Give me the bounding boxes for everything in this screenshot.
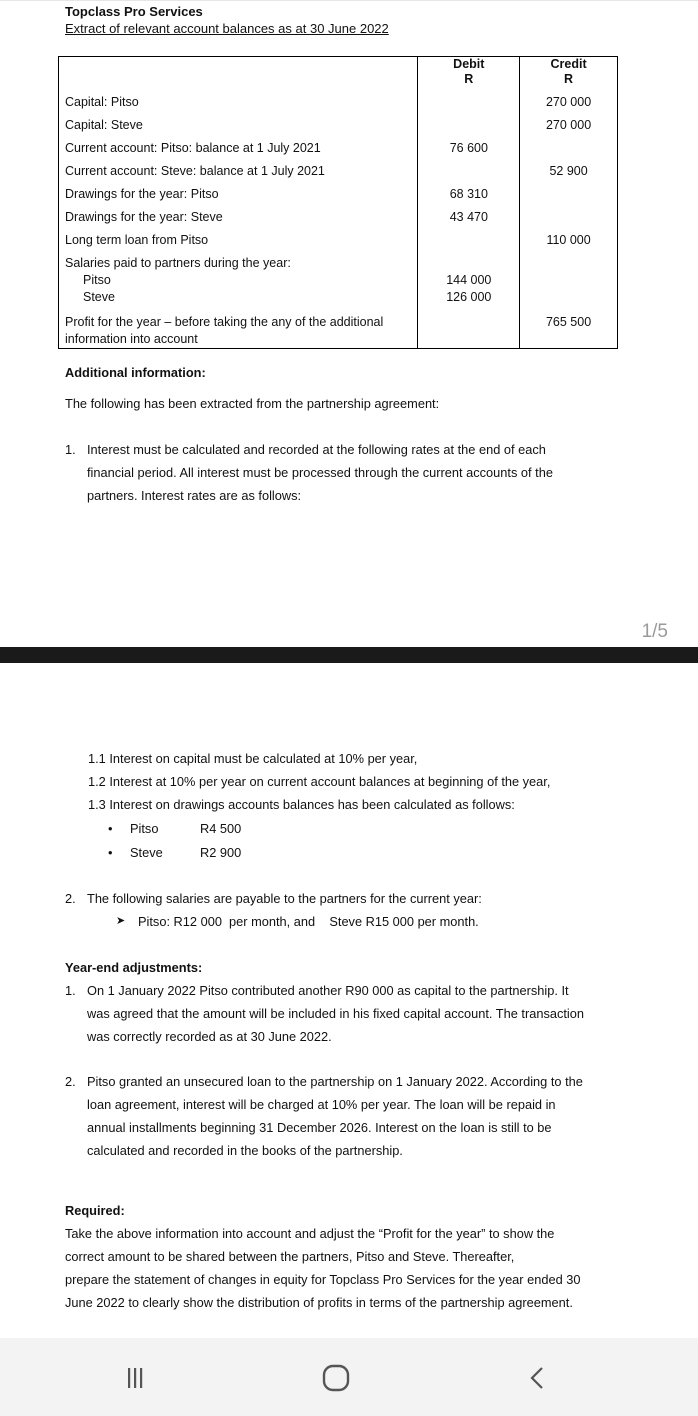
top-divider [0, 0, 698, 1]
table-row-salaries [59, 252, 618, 314]
row-label: Current account: Pitso: balance at 1 July 2021 [65, 141, 321, 155]
header-credit-unit: R [564, 72, 574, 86]
row-label: Long term loan from Pitso [65, 233, 209, 247]
adj2-number: 2. [65, 1074, 76, 1089]
row-label: Current account: Steve: balance at 1 July 2021 [65, 164, 325, 178]
recent-apps-icon [121, 1364, 149, 1392]
header-debit-label: Debit [453, 57, 485, 71]
header-debit-unit: R [464, 72, 474, 86]
row-debit: 76 600 [418, 137, 520, 160]
back-icon [524, 1364, 552, 1392]
profit-label-line2: information into account [65, 332, 198, 346]
row-credit [520, 137, 618, 160]
salaries-label: Salaries paid to partners during the year: [65, 256, 291, 270]
home-icon [319, 1361, 353, 1395]
required-line4: June 2022 to clearly show the distribution of profits in terms of the partnership agreement. [65, 1295, 573, 1310]
row-label: Drawings for the year: Pitso [65, 187, 219, 201]
arrow-bullet-icon: ➤ [116, 915, 126, 927]
sub-item-1-2: 1.2 Interest at 10% per year on current account balances at beginning of the year, [88, 774, 551, 789]
row-credit: 110 000 [520, 229, 618, 252]
table-row [59, 206, 618, 229]
adj1-line2: was agreed that the amount will be included in his fixed capital account. The transaction [87, 1006, 585, 1021]
profit-label-line1: Profit for the year – before taking the any of the additional [65, 315, 384, 329]
table-row [59, 229, 618, 252]
bullet-amount: R4 500 [200, 821, 242, 836]
system-navigation-bar [0, 1338, 698, 1416]
salaries-steve-debit: 126 000 [446, 290, 492, 304]
salaries-label-cell [59, 252, 418, 314]
row-debit: 43 470 [418, 206, 520, 229]
adj1-number: 1. [65, 983, 76, 998]
page-break [0, 647, 698, 663]
adj2-line2: loan agreement, interest will be charged at 10% per year. The loan will be repaid in [87, 1097, 556, 1112]
bullet-icon: • [108, 845, 113, 860]
document-subtitle: Extract of relevant account balances as at 30 June 2022 [65, 21, 389, 36]
item1-line3: partners. Interest rates are as follows: [87, 488, 302, 503]
table-row [59, 137, 618, 160]
row-debit: 68 310 [418, 183, 520, 206]
table-row [59, 114, 618, 137]
item2-arrow-text: Pitso: R12 000 per month, and Steve R15 000 per month. [138, 914, 479, 929]
additional-info-intro: The following has been extracted from the partnership agreement: [65, 396, 440, 411]
salaries-debit-cell [418, 252, 520, 314]
row-label: Capital: Pitso [65, 95, 139, 109]
required-line1: Take the above information into account and adjust the “Profit for the year” to show the [65, 1226, 555, 1241]
row-credit [520, 183, 618, 206]
row-debit [418, 114, 520, 137]
sub-item-1-1: 1.1 Interest on capital must be calculated at 10% per year, [88, 751, 418, 766]
bullet-amount: R2 900 [200, 845, 242, 860]
table-row [59, 160, 618, 183]
header-credit-label: Credit [550, 57, 587, 71]
bullet-name: Steve [130, 845, 163, 860]
row-label: Capital: Steve [65, 118, 143, 132]
salaries-pitso-debit: 144 000 [446, 273, 492, 287]
salaries-credit-cell [520, 252, 618, 314]
page-indicator: 1/5 [641, 621, 668, 642]
row-debit [418, 160, 520, 183]
additional-info-heading: Additional information: [65, 365, 206, 380]
table-header-row [59, 57, 618, 92]
profit-debit [418, 314, 520, 349]
back-button[interactable] [518, 1358, 558, 1398]
salaries-steve-label: Steve [83, 290, 115, 304]
required-line3: prepare the statement of changes in equity for Topclass Pro Services for the year ended 30 [65, 1272, 581, 1287]
sub-item-1-3: 1.3 Interest on drawings accounts balances has been calculated as follows: [88, 797, 515, 812]
table-row [59, 91, 618, 114]
salaries-pitso-label: Pitso [83, 273, 111, 287]
item1-number: 1. [65, 442, 76, 457]
home-button[interactable] [316, 1358, 356, 1398]
item1-line1: Interest must be calculated and recorded at the following rates at the end of each [87, 442, 546, 457]
adj1-line3: was correctly recorded as at 30 June 2022. [87, 1029, 332, 1044]
row-label: Drawings for the year: Steve [65, 210, 223, 224]
row-debit [418, 91, 520, 114]
adj2-line1: Pitso granted an unsecured loan to the partnership on 1 January 2022. According to the [87, 1074, 583, 1089]
adj2-line3: annual installments beginning 31 December 2026. Interest on the loan is still to be [87, 1120, 552, 1135]
adj2-line4: calculated and recorded in the books of the partnership. [87, 1143, 403, 1158]
profit-credit: 765 500 [520, 314, 618, 349]
header-description [59, 57, 418, 92]
row-debit [418, 229, 520, 252]
table-row-profit [59, 314, 618, 349]
item2-number: 2. [65, 891, 76, 906]
row-credit: 270 000 [520, 114, 618, 137]
bullet-icon: • [108, 821, 113, 836]
account-balances-table [58, 56, 618, 349]
row-credit: 270 000 [520, 91, 618, 114]
table-row [59, 183, 618, 206]
row-credit [520, 206, 618, 229]
item1-line2: financial period. All interest must be processed through the current accounts of the [87, 465, 553, 480]
yearend-heading: Year-end adjustments: [65, 960, 203, 975]
document-title: Topclass Pro Services [65, 4, 203, 19]
header-credit [520, 57, 618, 92]
required-line2: correct amount to be shared between the partners, Pitso and Steve. Thereafter, [65, 1249, 515, 1264]
row-credit: 52 900 [520, 160, 618, 183]
bullet-name: Pitso [130, 821, 159, 836]
profit-label-cell [59, 314, 418, 349]
recent-apps-button[interactable] [115, 1358, 155, 1398]
header-debit [418, 57, 520, 92]
required-heading: Required: [65, 1203, 125, 1218]
item2-text: The following salaries are payable to the partners for the current year: [87, 891, 482, 906]
adj1-line1: On 1 January 2022 Pitso contributed another R90 000 as capital to the partnership. It [87, 983, 569, 998]
